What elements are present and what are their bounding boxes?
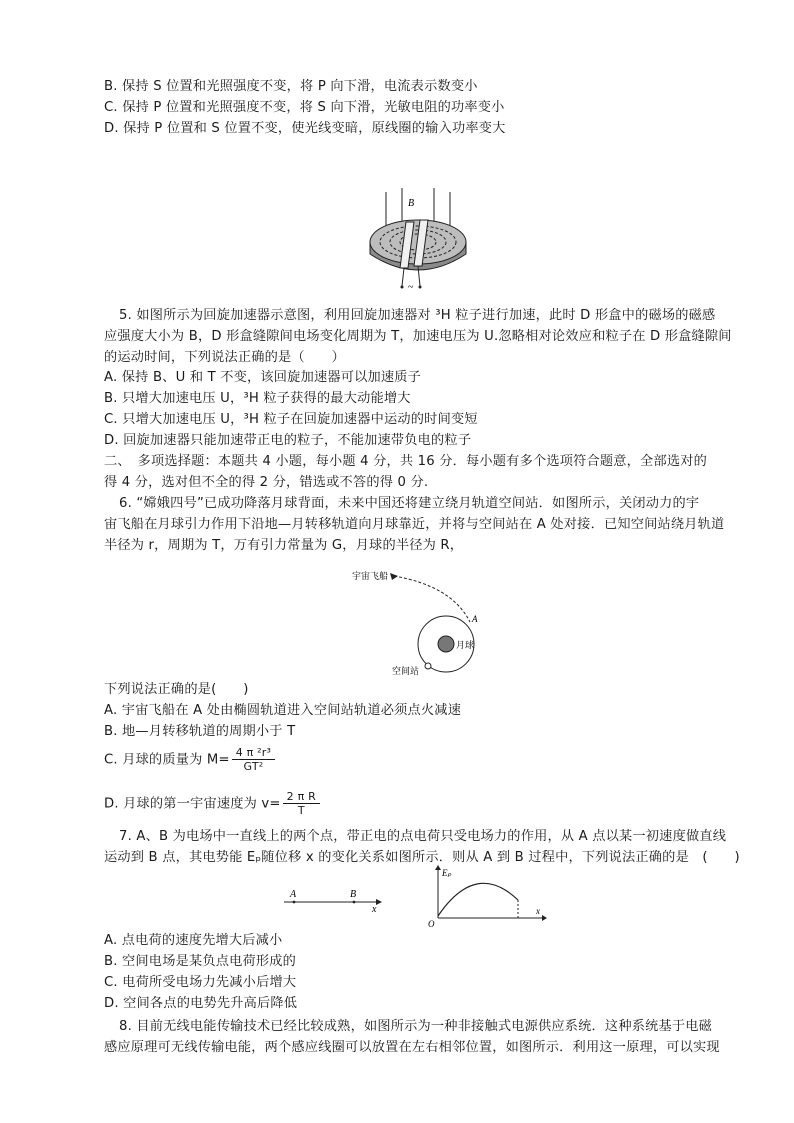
section-2-heading [104,452,707,471]
q6-option-c-prefix: C. 月球的质量为 M= [104,752,230,768]
label-station: 空间站 [392,667,420,677]
spaceship-icon [390,573,398,580]
q7-option-a: A. 点电荷的速度先增大后减小 [104,933,283,948]
label-ep: Eₚ [442,868,452,878]
q5-option-a: A. 保持 B、U 和 T 不变，该回旋加速器可以加速质子 [104,370,422,385]
q4-option-c: C. 保持 P 位置和光照强度不变，将 S 向下滑，光敏电阻的功率变小 [104,100,505,115]
mass-denominator: GT² [243,760,264,773]
ab-line-figure [280,884,390,914]
q5-stem-line-2: 应强度大小为 B，D 形盒缝隙间电场变化周期为 T，加速电压为 U.忽略相对论效应和粒子在 D 形盒缝隙间 [104,329,732,344]
q6-stem-line-2: 宙飞船在月球引力作用下沿地—月转移轨道向月球靠近，并将与空间站在 A 处对接．已知空间站绕月轨道 [104,517,725,532]
label-ac: ~ [408,282,414,292]
label-x-axis: x [536,906,540,916]
q7-stem-line-2: 运动到 B 点，其电势能 Eₚ随位移 x 的变化关系如图所示．则从 A 到 B 过程中，下列说法正确的是 ( ) [104,850,740,865]
velocity-fraction [283,790,320,817]
lunar-orbit-figure [352,560,492,682]
label-b: B [350,889,357,900]
q8-stem-line-1: 8. 目前无线电能传输技术已经比较成熟，如图所示为一种非接触式电源供应系统．这种系统基于电磁 [119,1019,713,1034]
q4-option-b: B. 保持 S 位置和光照强度不变，将 P 向下滑，电流表示数变小 [104,79,478,94]
q7-option-c: C. 电荷所受电场力先减小后增大 [104,975,297,990]
cyclotron-figure [362,186,474,292]
section-2-line-1: 二、 多项选择题：本题共 4 小题，每小题 4 分，共 16 分．每小题有多个选项符合题意，全部选对的 [104,454,707,469]
label-a: A [290,889,297,900]
label-point-a: A [472,614,478,624]
velocity-denominator: T [297,804,305,817]
q5-option-b: B. 只增大加速电压 U，³H 粒子获得的最大动能增大 [104,391,411,406]
q5-stem-line-1: 5. 如图所示为回旋加速器示意图，利用回旋加速器对 ³H 粒子进行加速，此时 D 形盒中的磁场的磁感 [119,308,716,323]
q6-option-a: A. 宇宙飞船在 A 处由椭圆轨道进入空间站轨道必须点火减速 [104,703,462,718]
q7-option-b: B. 空间电场是某负点电荷形成的 [104,954,297,969]
mass-fraction [232,746,275,773]
moon-icon [438,636,454,652]
label-moon: 月球 [456,641,475,651]
mass-numerator: 4 π ²r³ [232,746,275,760]
q6-option-b: B. 地—月转移轨道的周期小于 T [104,724,296,739]
ep-x-graph [424,864,548,928]
label-origin: O [428,919,435,928]
section-2-line-2: 得 4 分，选对但不全的得 2 分，错选或不答的得 0 分. [104,475,429,490]
q6-option-d [104,790,320,817]
q6-stem-line-1: 6. “嫦娥四号”已成功降落月球背面，未来中国还将建立绕月轨道空间站．如图所示，关闭动力的宇 [119,496,700,511]
q7-stem-line-1: 7. A、B 为电场中一直线上的两个点，带正电的点电荷只受电场力的作用，从 A 点以某一初速度做直线 [119,829,727,844]
label-spaceship: 宇宙飞船 [352,572,389,582]
q6-stem-line-3: 半径为 r，周期为 T，万有引力常量为 G，月球的半径为 R， [104,538,464,553]
q5-option-d: D. 回旋加速器只能加速带正电的粒子，不能加速带负电的粒子 [104,433,472,448]
velocity-numerator: 2 π R [283,790,320,804]
q4-option-d: D. 保持 P 位置和 S 位置不变，使光线变暗，原线圈的输入功率变大 [104,121,506,136]
q6-option-c [104,746,275,773]
q5-option-c: C. 只增大加速电压 U，³H 粒子在回旋加速器中运动的时间变短 [104,412,478,427]
label-x: x [372,904,377,914]
q5-stem-line-3: 的运动时间，下列说法正确的是（ ） [104,350,345,365]
q7-option-d: D. 空间各点的电势先升高后降低 [104,996,298,1011]
label-b: B [408,198,415,209]
q6-option-d-prefix: D. 月球的第一宇宙速度为 v= [104,796,281,812]
q8-stem-line-2: 感应原理可无线传输电能，两个感应线圈可以放置在左右相邻位置，如图所示．利用这一原理，可以实现 [104,1040,720,1055]
space-station-icon [425,663,431,669]
q6-ask: 下列说法正确的是( ) [104,682,249,697]
